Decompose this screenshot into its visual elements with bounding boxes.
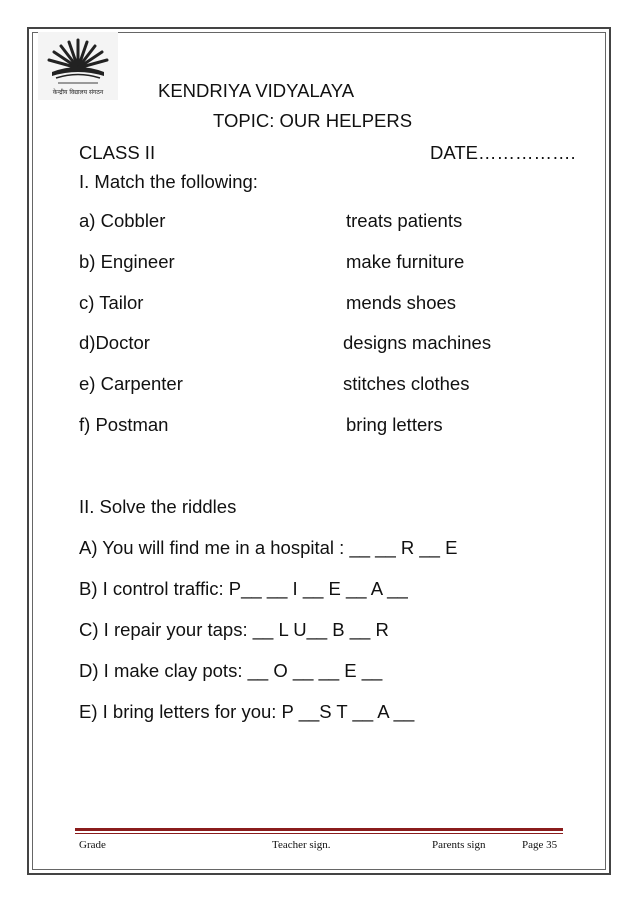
footer-parents-sign: Parents sign <box>432 839 486 851</box>
match-right-item: treats patients <box>346 210 463 231</box>
footer-divider <box>75 828 563 831</box>
match-left-item: a) Cobbler <box>79 210 166 231</box>
match-right-item: mends shoes <box>346 292 457 313</box>
riddle-item: E) I bring letters for you: P __S T __ A __ <box>79 701 415 722</box>
school-title: KENDRIYA VIDYALAYA <box>158 80 355 101</box>
footer-page-number: Page 35 <box>522 839 558 851</box>
class-label: CLASS II <box>79 142 156 163</box>
match-right-item: stitches clothes <box>343 373 470 394</box>
section-2-heading: II. Solve the riddles <box>79 496 237 517</box>
footer-grade: Grade <box>79 839 106 851</box>
kendriya-vidyalaya-logo <box>38 32 118 100</box>
riddle-item: D) I make clay pots: __ O __ __ E __ <box>79 660 383 681</box>
topic-heading: TOPIC: OUR HELPERS <box>213 110 413 131</box>
match-left-item: f) Postman <box>79 414 169 435</box>
section-1-heading: I. Match the following: <box>79 171 258 192</box>
footer-divider-thin <box>75 833 563 834</box>
match-right-item: designs machines <box>343 332 492 353</box>
riddle-item: A) You will find me in a hospital : __ __ R __ E <box>79 537 458 558</box>
match-left-item: b) Engineer <box>79 251 175 272</box>
date-field: DATE……………. <box>430 142 576 163</box>
riddle-item: C) I repair your taps: __ L U__ B __ R <box>79 619 389 640</box>
match-left-item: e) Carpenter <box>79 373 183 394</box>
match-left-item: c) Tailor <box>79 292 144 313</box>
match-right-item: make furniture <box>346 251 465 272</box>
match-right-item: bring letters <box>346 414 443 435</box>
footer-teacher-sign: Teacher sign. <box>272 839 331 851</box>
riddle-item: B) I control traffic: P__ __ I __ E __ A __ <box>79 578 408 599</box>
svg-text:केन्द्रीय विद्यालय संगठन: केन्द्रीय विद्यालय संगठन <box>52 89 104 96</box>
match-left-item: d)Doctor <box>79 332 150 353</box>
